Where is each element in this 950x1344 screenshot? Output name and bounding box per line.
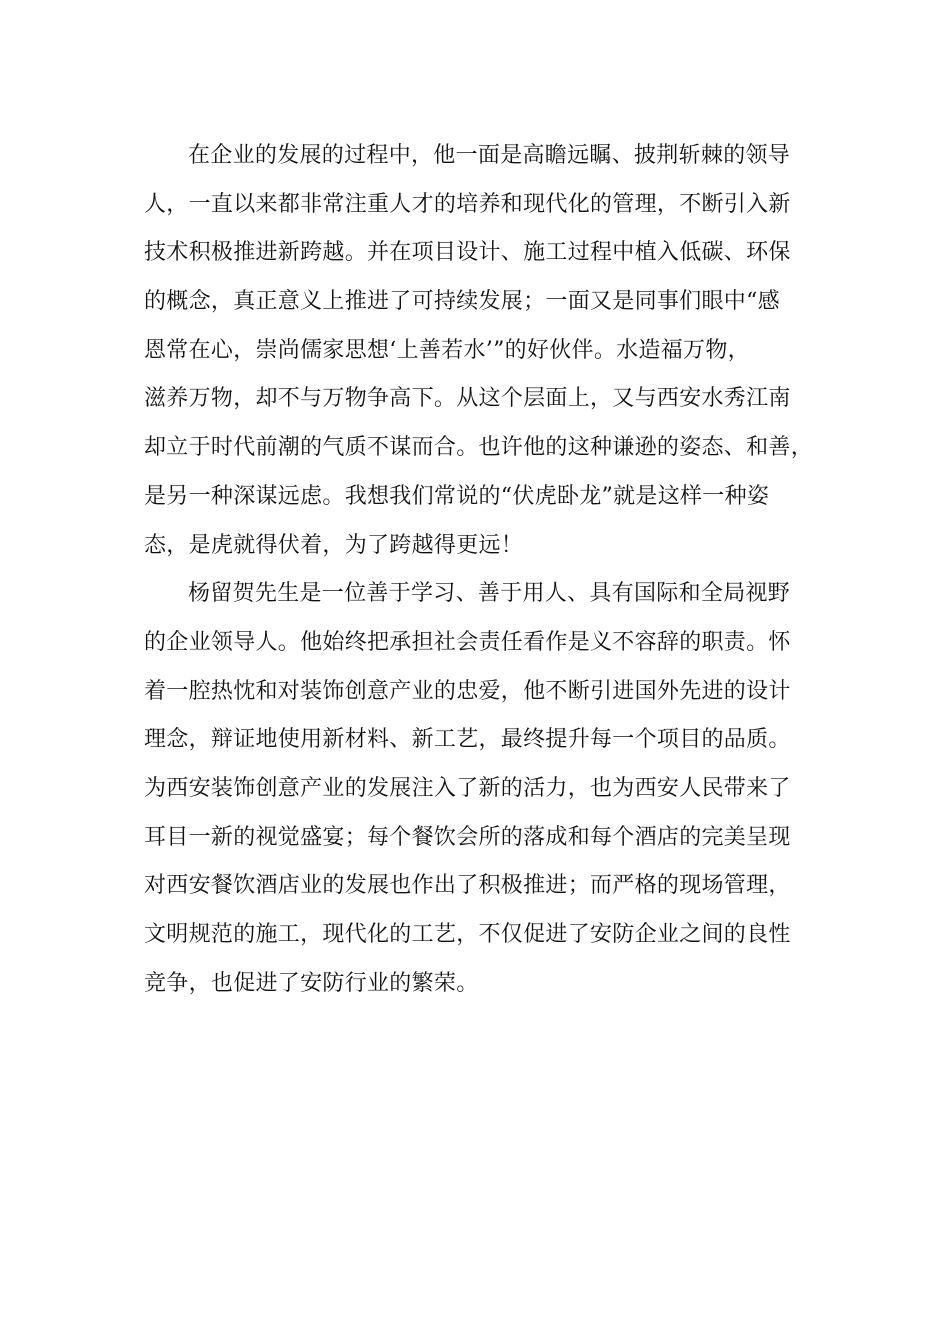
paragraph-line: 理念，辩证地使用新材料、新工艺，最终提升每一个项目的品质。	[144, 727, 791, 753]
paragraph-line: 滋养万物，却不与万物争高下。从这个层面上，又与西安水秀江南	[144, 386, 791, 412]
paragraph-line: 为西安装饰创意产业的发展注入了新的活力，也为西安人民带来了	[144, 775, 791, 801]
document-body	[144, 132, 834, 1008]
paragraph-line: 对西安餐饮酒店业的发展也作出了积极推进；而严格的现场管理，	[144, 873, 791, 899]
paragraph-line: 耳目一新的视觉盛宴；每个餐饮会所的落成和每个酒店的完美呈现	[144, 824, 791, 850]
paragraph-1	[144, 132, 834, 570]
paragraph-line: 技术积极推进新跨越。并在项目设计、施工过程中植入低碳、环保	[144, 240, 791, 266]
paragraph-line: 的概念，真正意义上推进了可持续发展；一面又是同事们眼中“感	[144, 289, 780, 315]
paragraph-line: 竞争，也促进了安防行业的繁荣。	[144, 970, 479, 996]
paragraph-line: 恩常在心，崇尚儒家思想‘上善若水’”的好伙伴。水造福万物，	[144, 337, 750, 363]
paragraph-line: 在企业的发展的过程中，他一面是高瞻远瞩、披荆斩棘的领导	[188, 143, 791, 168]
paragraph-line: 态，是虎就得伏着，为了跨越得更远！	[144, 532, 524, 558]
paragraph-line: 文明规范的施工，现代化的工艺，不仅促进了安防企业之间的良性	[144, 922, 791, 947]
paragraph-line: 却立于时代前潮的气质不谋而合。也许他的这种谦逊的姿态、和善，	[144, 435, 814, 461]
paragraph-line: 着一腔热忱和对装饰创意产业的忠爱，他不断引进国外先进的设计	[144, 678, 791, 704]
paragraph-2	[144, 570, 834, 1008]
paragraph-line: 人，一直以来都非常注重人才的培养和现代化的管理，不断引入新	[144, 191, 791, 217]
paragraph-line: 的企业领导人。他始终把承担社会责任看作是义不容辞的职责。怀	[144, 629, 791, 655]
paragraph-line: 是另一种深谋远虑。我想我们常说的“伏虎卧龙”就是这样一种姿	[144, 483, 770, 509]
paragraph-line: 杨留贺先生是一位善于学习、善于用人、具有国际和全局视野	[188, 581, 791, 607]
